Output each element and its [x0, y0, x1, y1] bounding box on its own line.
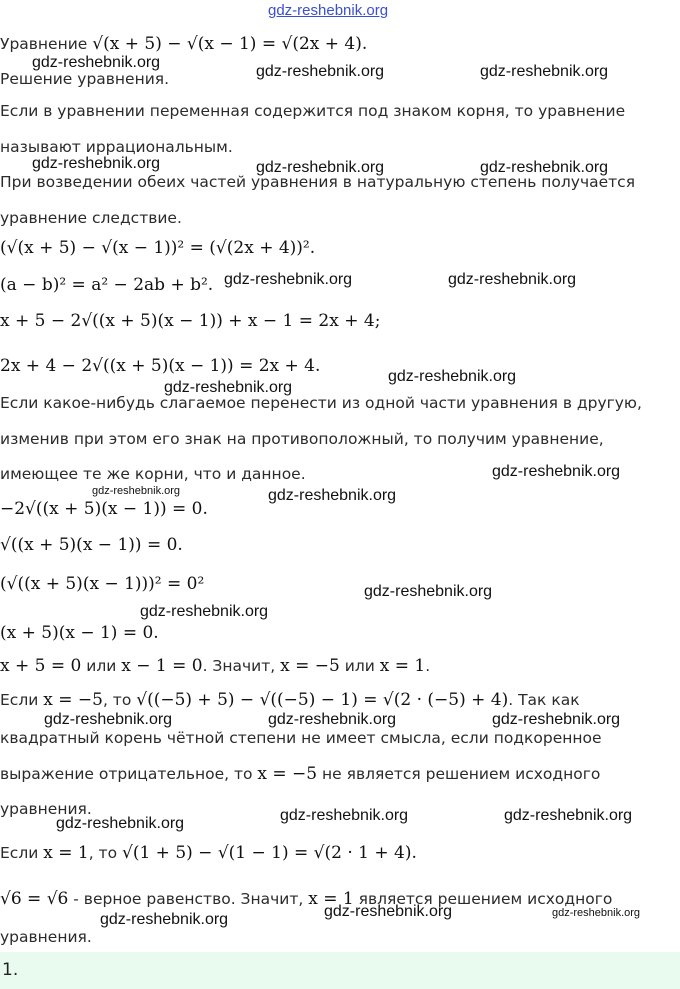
- watermark: gdz-reshebnik.org: [140, 603, 269, 620]
- equation-simplified: 2x + 4 − 2√((x + 5)(x − 1)) = 2x + 4.: [0, 356, 321, 376]
- watermark: gdz-reshebnik.org: [280, 807, 409, 824]
- watermark: gdz-reshebnik.org: [32, 155, 161, 172]
- watermark: gdz-reshebnik.org: [164, 379, 293, 396]
- root-value-2: x = 1: [379, 656, 426, 676]
- watermark: gdz-reshebnik.org: [552, 907, 641, 919]
- watermark: gdz-reshebnik.org: [56, 815, 185, 832]
- watermark: gdz-reshebnik.org: [32, 54, 161, 71]
- root-value-1: x = −5: [280, 656, 340, 676]
- equation-step: −2√((x + 5)(x − 1)) = 0.: [0, 499, 208, 519]
- watermark: gdz-reshebnik.org: [256, 159, 385, 176]
- watermark: gdz-reshebnik.org: [224, 271, 353, 288]
- watermark: gdz-reshebnik.org: [388, 368, 517, 385]
- watermark: gdz-reshebnik.org: [268, 711, 397, 728]
- text-line: Если в уравнении переменная содержится под знаком корня, то уравнение: [0, 102, 626, 120]
- text-fragment: является решением исходного: [353, 890, 613, 908]
- text-line: При возведении обеих частей уравнения в натуральную степень получается: [0, 173, 636, 191]
- text-fragment: , то: [102, 691, 137, 709]
- watermark: gdz-reshebnik.org: [324, 903, 453, 920]
- text-line: [0, 764, 600, 784]
- watermark: gdz-reshebnik.org: [492, 463, 621, 480]
- roots-line: [0, 656, 430, 676]
- watermark: gdz-reshebnik.org: [256, 63, 385, 80]
- watermark: gdz-reshebnik.org: [364, 583, 493, 600]
- math-fragment: √6 = √6: [0, 889, 69, 909]
- formula-square-difference: (a − b)² = a² − 2ab + b².: [0, 275, 214, 295]
- math-fragment: x = 1: [308, 889, 354, 909]
- math-fragment: x = 1: [43, 843, 89, 863]
- text-fragment: . Так как: [508, 691, 580, 709]
- root-eq-1: x + 5 = 0: [0, 656, 82, 676]
- text-line: уравнения.: [0, 928, 92, 946]
- problem-statement: [0, 34, 367, 54]
- text-fragment: . Значит,: [202, 657, 281, 675]
- solution-heading: Решение уравнения.: [0, 70, 170, 88]
- text-fragment: - верное равенство. Значит,: [68, 890, 309, 908]
- check-line-1: [0, 690, 580, 710]
- text-line: уравнение следствие.: [0, 209, 182, 227]
- math-fragment: √((−5) + 5) − √((−5) − 1) = √(2 · (−5) + 4): [136, 690, 509, 710]
- watermark: gdz-reshebnik.org: [268, 487, 397, 504]
- text-fragment: Если: [0, 691, 44, 709]
- problem-equation: √(x + 5) − √(x − 1) = √(2x + 4).: [92, 34, 368, 54]
- math-fragment: √(1 + 5) − √(1 − 1) = √(2 · 1 + 4).: [122, 843, 417, 863]
- check-line-2: [0, 843, 417, 863]
- watermark: gdz-reshebnik.org: [448, 271, 577, 288]
- text-fragment: , то: [88, 844, 122, 862]
- text-line: имеющее те же корни, что и данное.: [0, 465, 306, 483]
- conclusion-line: [0, 889, 612, 909]
- text-line: Если какое-нибудь слагаемое перенести из одной части уравнения в другую,: [0, 394, 642, 412]
- problem-label: Уравнение: [0, 35, 88, 53]
- equation-step: (x + 5)(x − 1) = 0.: [0, 623, 159, 643]
- equation-squared: (√(x + 5) − √(x − 1))² = (√(2x + 4))².: [0, 238, 316, 258]
- text-fragment: выражение отрицательное, то: [0, 765, 258, 783]
- text-fragment: Если: [0, 844, 44, 862]
- text-fragment: не является решением исходного: [317, 765, 601, 783]
- watermark-top-link[interactable]: gdz-reshebnik.org: [268, 2, 389, 19]
- root-eq-2: x − 1 = 0: [121, 656, 203, 676]
- watermark: gdz-reshebnik.org: [492, 711, 621, 728]
- watermark: gdz-reshebnik.org: [480, 159, 609, 176]
- text-fragment: или: [81, 657, 122, 675]
- watermark: gdz-reshebnik.org: [44, 711, 173, 728]
- watermark: gdz-reshebnik.org: [504, 807, 633, 824]
- answer-value: 1.: [2, 960, 19, 980]
- text-line: уравнения.: [0, 800, 92, 818]
- text-fragment: или: [339, 657, 380, 675]
- watermark: gdz-reshebnik.org: [100, 911, 229, 928]
- text-line: называют иррациональным.: [0, 138, 233, 156]
- text-fragment: .: [425, 657, 431, 675]
- math-fragment: x = −5: [257, 764, 318, 784]
- answer-box: [0, 952, 680, 989]
- equation-step: √((x + 5)(x − 1)) = 0.: [0, 535, 183, 555]
- equation-expanded: x + 5 − 2√((x + 5)(x − 1)) + x − 1 = 2x + 4;: [0, 311, 381, 331]
- math-fragment: x = −5: [43, 690, 103, 710]
- equation-step: (√((x + 5)(x − 1)))² = 0²: [0, 574, 205, 594]
- text-line: квадратный корень чётной степени не имеет смысла, если подкоренное: [0, 729, 602, 747]
- watermark: gdz-reshebnik.org: [480, 63, 609, 80]
- watermark: gdz-reshebnik.org: [92, 485, 181, 497]
- text-line: изменив при этом его знак на противоположный, то получим уравнение,: [0, 430, 604, 448]
